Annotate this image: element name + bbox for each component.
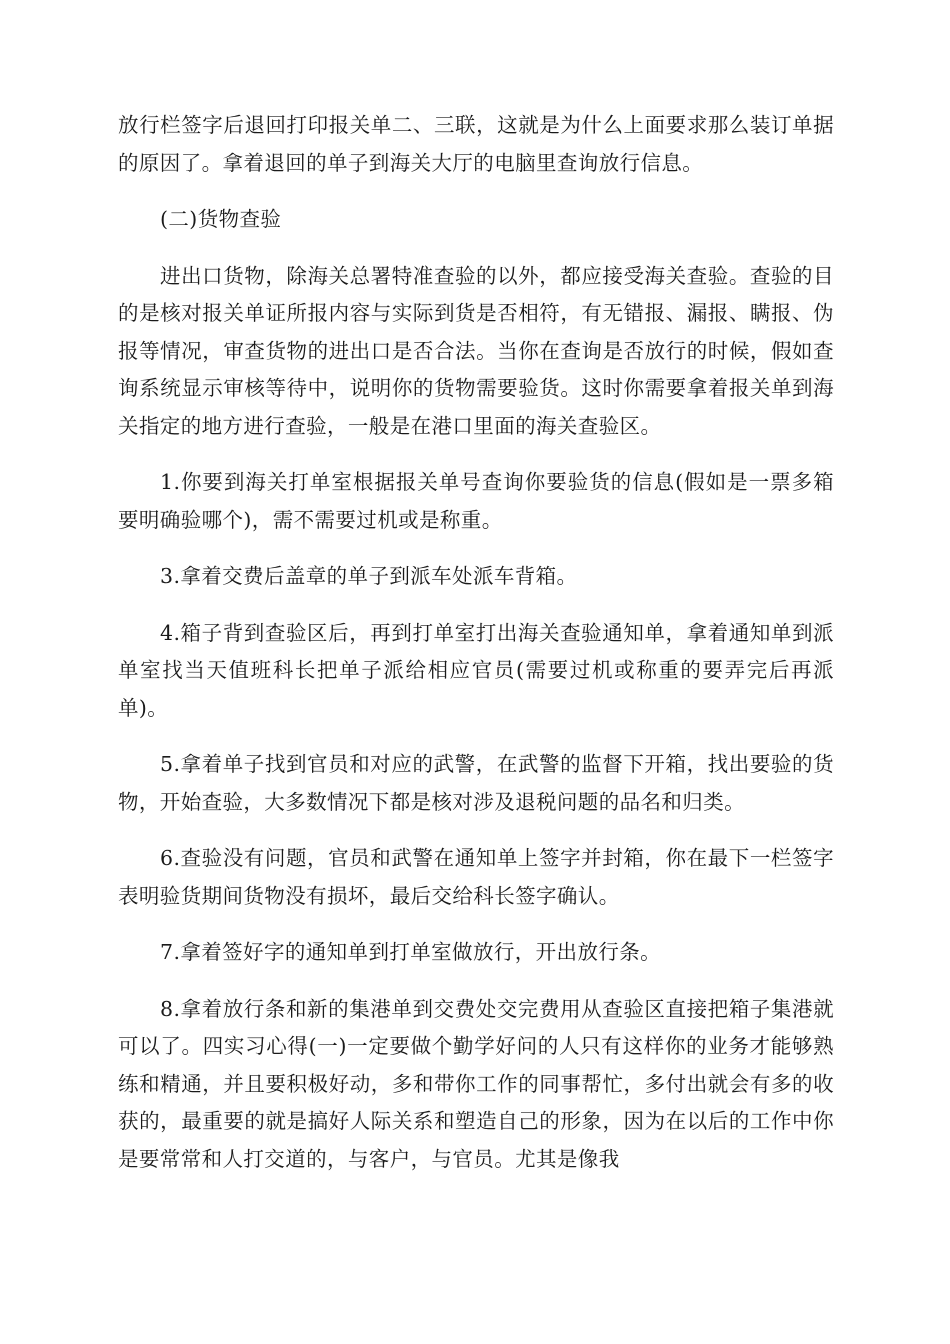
paragraph-release-continuation: 放行栏签字后退回打印报关单二、三联，这就是为什么上面要求那么装订单据的原因了。拿着退回的单子到海关大厅的电脑里查询放行信息。 [118, 113, 834, 175]
list-item-step-4: 4.箱子背到查验区后，再到打单室打出海关查验通知单，拿着通知单到派单室找当天值班科长把单子派给相应官员(需要过机或称重的要弄完后再派单)。 [118, 620, 834, 720]
list-item-step-3: 3.拿着交费后盖章的单子到派车处派车背箱。 [160, 564, 578, 588]
section-heading-cargo-inspection: (二)货物查验 [160, 207, 282, 231]
list-item-step-7: 7.拿着签好字的通知单到打单室做放行，开出放行条。 [160, 940, 662, 964]
list-item-step-1: 1.你要到海关打单室根据报关单号查询你要验货的信息(假如是一票多箱要明确验哪个)，需不需要过机或是称重。 [118, 470, 834, 532]
paragraph-inspection-intro: 进出口货物，除海关总署特准查验的以外，都应接受海关查验。查验的目的是核对报关单证所报内容与实际到货是否相符，有无错报、漏报、瞒报、伪报等情况，审查货物的进出口是否合法。当你在查询是否放行的时候，假如查询系统显示审核等待中，说明你的货物需要验货。这时你需要拿着报关单到海关指定的地方进行查验，一般是在港口里面的海关查验区。 [118, 263, 834, 438]
document-body [118, 107, 834, 1197]
list-item-step-6: 6.查验没有问题，官员和武警在通知单上签字并封箱，你在最下一栏签字表明验货期间货物没有损坏，最后交给科长签字确认。 [118, 846, 834, 908]
list-item-step-5: 5.拿着单子找到官员和对应的武警，在武警的监督下开箱，找出要验的货物，开始查验，大多数情况下都是核对涉及退税问题的品名和归类。 [118, 752, 834, 814]
list-item-step-8: 8.拿着放行条和新的集港单到交费处交完费用从查验区直接把箱子集港就可以了。四实习心得(一)一定要做个勤学好问的人只有这样你的业务才能够熟练和精通，并且要积极好动，多和带你工作的同事帮忙，多付出就会有多的收获的，最重要的就是搞好人际关系和塑造自己的形象，因为在以后的工作中你是要常常和人打交道的，与客户，与官员。尤其是像我 [118, 996, 834, 1171]
